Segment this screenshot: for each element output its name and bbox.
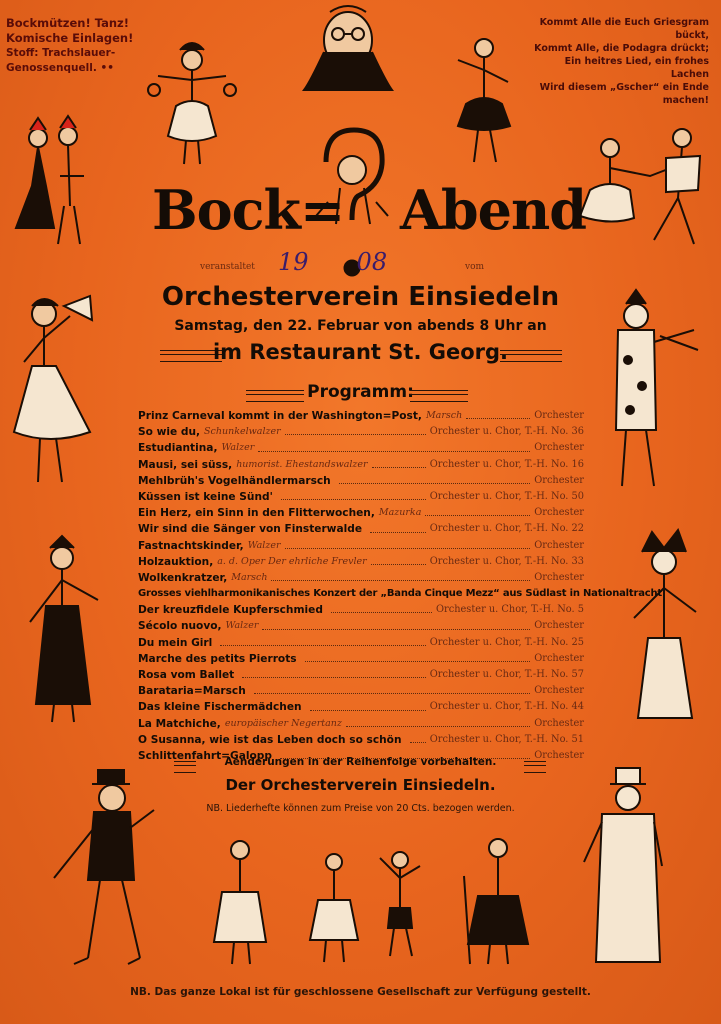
nb-songbooks: NB. Liederhefte können zum Preise von 20 Cts. bezogen werden. — [206, 803, 515, 814]
program-item-performer: Orchester u. Chor, T.-H. No. 33 — [429, 555, 584, 567]
title-abend: Abend — [400, 178, 587, 242]
program-item-title: Mehlbrüh's Vogelhändlermarsch — [138, 474, 331, 487]
year-part-b: 08 — [356, 248, 388, 276]
program-item-performer: Orchester — [534, 507, 584, 519]
program-item-performer: Orchester — [534, 474, 584, 486]
dancing-couple-icon — [570, 118, 710, 254]
program-item-style: Schunkelwalzer — [204, 426, 281, 438]
corner-right-line1: Kommt Alle die Euch Griesgram — [539, 17, 709, 28]
program-item — [138, 440, 584, 456]
program-item-title: Grosses viehlharmonikanisches Konzert der „Banda Cinque Mezz“ aus Südlast in Nationaltracht — [138, 588, 662, 600]
program-item — [138, 505, 584, 521]
program-item-performer: Orchester u. Chor, T.-H. No. 36 — [429, 426, 584, 438]
program-item-performer: Orchester u. Chor, T.-H. No. 50 — [429, 490, 584, 502]
organizer: Orchesterverein Einsiedeln — [161, 282, 560, 312]
venue-rule-right — [500, 350, 562, 362]
program-item-style: Marsch — [425, 410, 463, 421]
program-item — [138, 473, 584, 489]
program-item-performer: Orchester u. Chor, T.-H. No. 57 — [429, 669, 584, 680]
corner-left-line4: Genossenquell. •• — [6, 62, 114, 74]
program-item-performer: Orchester u. Chor, T.-H. No. 22 — [429, 523, 584, 535]
program-item — [138, 683, 584, 699]
program-item-performer: Orchester u. Chor, T.-H. No. 5 — [436, 604, 584, 616]
program-item — [138, 699, 584, 715]
program-item-title: So wie du, — [138, 426, 201, 439]
jester-head-icon — [300, 2, 396, 94]
program-item-performer: Orchester — [534, 571, 584, 583]
program-item — [138, 408, 584, 424]
corner-text-left — [6, 16, 156, 76]
program-item — [138, 424, 584, 440]
peasant-woman-icon — [18, 536, 108, 726]
program-item-title: Das kleine Fischermädchen — [138, 701, 302, 714]
program-item-title: Wir sind die Sänger von Finsterwalde — [138, 523, 363, 536]
program-item-style: Walzer — [225, 620, 259, 632]
program-item-performer: Orchester — [534, 717, 584, 729]
program-item-performer: Orchester u. Chor, T.-H. No. 25 — [429, 636, 584, 648]
notice-rule-right — [524, 761, 546, 773]
program-item-performer: Orchester — [534, 652, 584, 664]
program-item — [138, 618, 584, 634]
program-item-performer: Orchester — [534, 442, 584, 454]
notice: Aenderungen in der Reihenfolge vorbehalten. — [224, 756, 497, 768]
program-item-title: Mausi, sei süss, — [138, 458, 233, 471]
corner-right-line2: bückt, — [675, 30, 709, 41]
program-item-performer: Orchester u. Chor, T.-H. No. 51 — [429, 733, 584, 745]
program-title: Programm: — [307, 382, 414, 402]
program-item-title: Prinz Carneval kommt in der Washington=Post, — [138, 410, 422, 422]
program-item-performer: Orchester u. Chor, T.-H. No. 44 — [429, 701, 584, 713]
vom-label: vom — [465, 262, 485, 272]
program-item-style: Walzer — [221, 442, 255, 454]
corner-left-line1: Bockmützen! Tanz! — [6, 16, 129, 30]
program-item — [138, 521, 584, 537]
program-item — [138, 716, 584, 732]
program-item-title: Wolkenkratzer, — [138, 571, 228, 584]
corner-left-line3: Stoff: Trachslauer- — [6, 47, 116, 59]
corner-right-line4: Ein heitres Lied, ein frohes Lachen — [564, 56, 709, 80]
program-item-title: Estudiantina, — [138, 442, 218, 455]
program-item-style: Walzer — [247, 539, 281, 551]
venue: im Restaurant St. Georg. — [212, 340, 508, 364]
program-item-title: Marche des petits Pierrots — [138, 652, 297, 665]
program-rule-right — [410, 390, 468, 402]
program-item-performer: Orchester u. Chor, T.-H. No. 16 — [429, 458, 584, 470]
handwritten-year — [278, 248, 387, 276]
corner-right-line6: machen! — [662, 95, 709, 106]
program-item-title: Schlittenfahrt=Galopp — [138, 749, 272, 762]
corner-right-line3: Kommt Alle, die Podagra drückt; — [534, 43, 709, 54]
dancer-row-icon — [208, 836, 538, 968]
program-item — [138, 602, 584, 618]
program-item — [138, 570, 584, 586]
program-item-title: Ein Herz, ein Sinn in den Flitterwochen, — [138, 507, 375, 520]
program-item-performer: Orchester — [534, 685, 584, 697]
corner-text-right — [531, 16, 709, 107]
program-item — [138, 538, 584, 554]
program-item-title: Du mein Girl — [138, 636, 213, 649]
title-bock: Bock= — [152, 178, 345, 242]
jester-pair-left-icon — [10, 116, 94, 248]
program-item — [138, 554, 584, 570]
signature: Der Orchesterverein Einsiedeln. — [225, 776, 496, 794]
program-item-title: Holzauktion, — [138, 555, 214, 568]
pierrot-icon — [580, 766, 666, 966]
program-item-style: humorist. Ehestandswalzer — [236, 458, 368, 470]
corner-right-line5: Wird diesem „Gscher“ ein Ende — [539, 82, 709, 93]
program-list — [138, 408, 662, 764]
program-item-title: Fastnachtskinder, — [138, 539, 244, 552]
ballerina-icon — [448, 30, 520, 166]
program-item-style: europäischer Negertanz — [224, 717, 342, 729]
program-item-title: Sécolo nuovo, — [138, 620, 222, 633]
year-part-a: 19 — [278, 248, 309, 276]
program-item-performer: Orchester — [534, 620, 584, 632]
date-line: Samstag, den 22. Februar von abends 8 Uhr an — [174, 318, 547, 334]
program-item-style: Marsch — [231, 571, 268, 583]
top-hat-man-icon — [44, 768, 164, 964]
program-item — [138, 489, 584, 505]
program-item-title: Rosa vom Ballet — [138, 669, 235, 681]
program-item-special — [138, 586, 662, 602]
program-item-performer: Orchester — [534, 749, 584, 761]
program-item-style: Mazurka — [378, 507, 422, 519]
jester-bottom-icon — [622, 528, 708, 724]
program-item-performer: Orchester — [534, 539, 584, 551]
program-item — [138, 635, 584, 651]
program-item-title: O Susanna, wie ist das Leben doch so schön — [138, 733, 402, 746]
program-item — [138, 732, 584, 748]
program-item-style: a. d. Oper Der ehrliche Frevler — [217, 555, 367, 567]
program-item-title: Der kreuzfidele Kupferschmied — [138, 604, 323, 617]
program-item — [138, 457, 584, 473]
nb-closed-society: NB. Das ganze Lokal ist für geschlossene Gesellschaft zur Verfügung gestellt. — [130, 986, 591, 998]
dancer-lady-icon — [146, 36, 238, 166]
program-item-title: La Matchiche, — [138, 717, 221, 730]
program-item-title: Barataria=Marsch — [138, 685, 246, 698]
corner-left-line2: Komische Einlagen! — [6, 31, 134, 45]
program-item — [138, 651, 584, 667]
program-item-performer: Orchester — [534, 410, 584, 421]
program-item-title: Küssen ist keine Sünd' — [138, 490, 273, 503]
program-item — [138, 667, 584, 683]
veranstaltet-label: veranstaltet — [200, 262, 255, 272]
